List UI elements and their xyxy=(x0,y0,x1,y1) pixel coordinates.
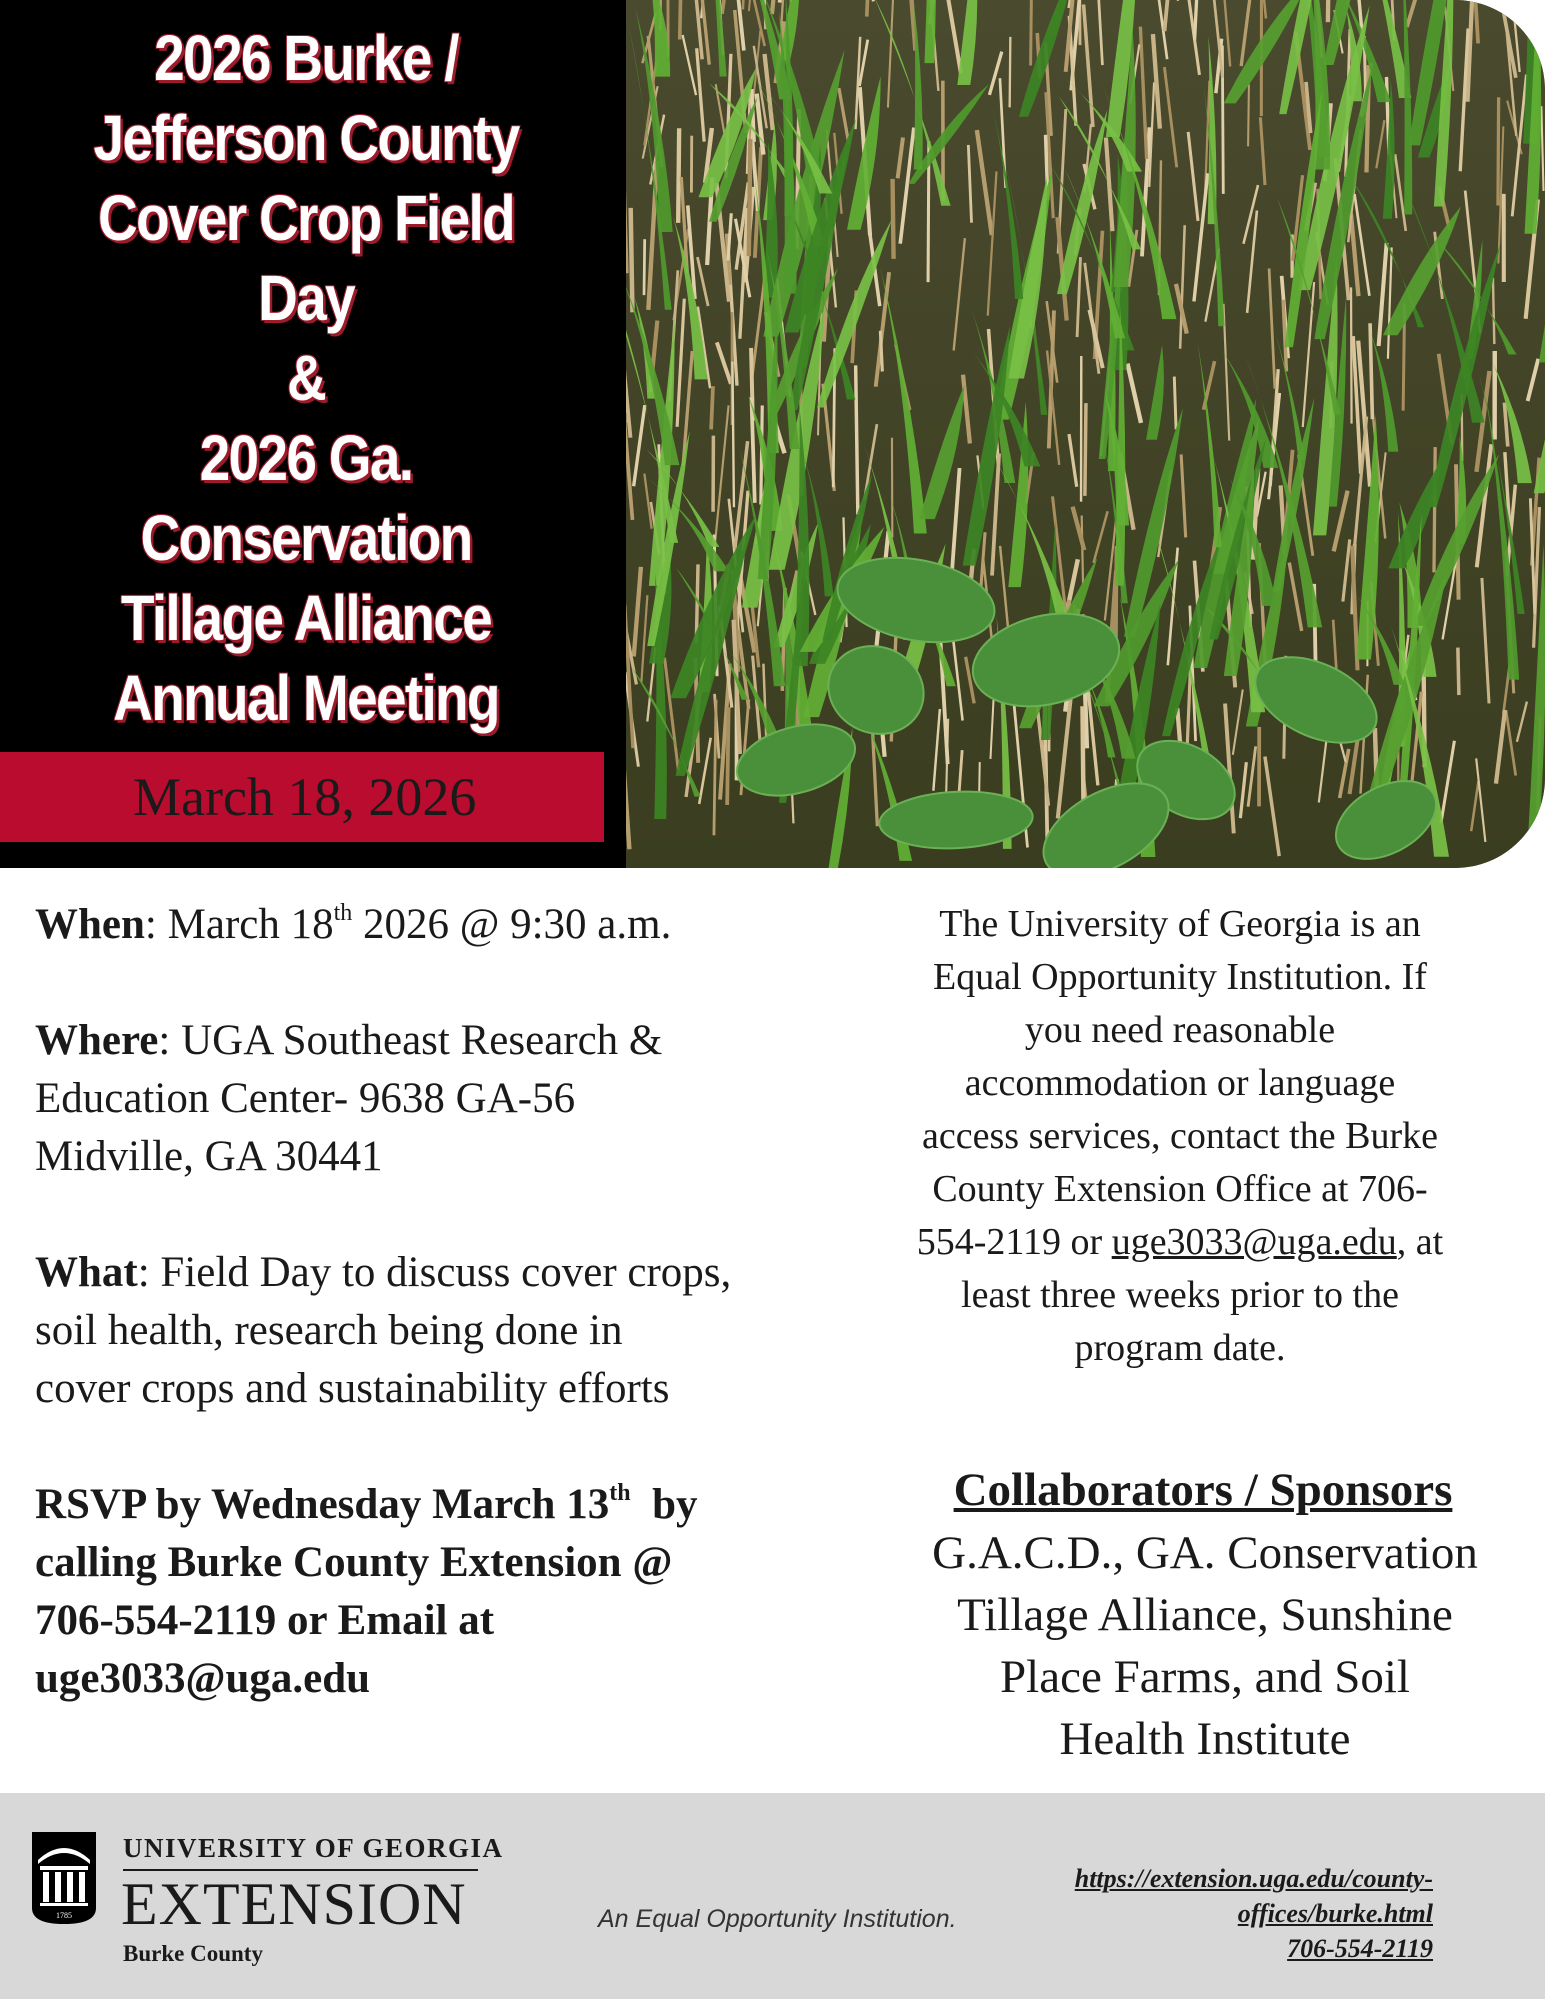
rsvp-line: by xyxy=(630,1481,698,1528)
when-time: 2026 @ 9:30 a.m. xyxy=(352,901,672,948)
straw-stubble xyxy=(893,179,894,259)
what-line: : Field Day to discuss cover crops, xyxy=(137,1249,732,1296)
straw-stubble xyxy=(1328,0,1329,22)
eo-line: program date. xyxy=(1074,1327,1286,1369)
straw-stubble xyxy=(880,331,882,372)
what-line: soil health, research being done in xyxy=(35,1307,623,1354)
rsvp-line: calling Burke County Extension @ xyxy=(35,1539,673,1586)
title-line: & xyxy=(286,342,326,414)
logo-year: 1785 xyxy=(56,1911,72,1920)
straw-stubble xyxy=(1498,97,1499,205)
eo-line: you need reasonable xyxy=(1024,1009,1336,1051)
event-date: March 18, 2026 xyxy=(133,767,477,827)
where-line: Education Center- 9638 GA-56 xyxy=(35,1075,576,1122)
eo-line: accommodation or language xyxy=(964,1062,1396,1104)
what-label: What xyxy=(35,1249,138,1296)
title-line: 2026 Ga. xyxy=(199,422,413,494)
contact-block xyxy=(1075,1861,1433,1966)
uga-arch-logo-icon xyxy=(30,1830,98,1926)
website-link[interactable]: https://extension.uga.edu/county- xyxy=(1074,1864,1433,1893)
eo-email-link[interactable]: uge3033@uga.edu xyxy=(1111,1221,1397,1263)
eo-line: Equal Opportunity Institution. If xyxy=(933,956,1427,998)
eo-line: least three weeks prior to the xyxy=(961,1274,1399,1316)
straw-stubble xyxy=(1248,84,1249,146)
sponsors-list xyxy=(880,1522,1530,1770)
eo-line: The University of Georgia is an xyxy=(939,903,1421,945)
when-section xyxy=(35,896,865,954)
cover-crop-illustration xyxy=(626,0,1545,868)
rsvp-section xyxy=(35,1476,865,1708)
straw-stubble xyxy=(1370,323,1372,419)
rsvp-line: RSVP by Wednesday March 13 xyxy=(35,1481,610,1528)
straw-stubble xyxy=(1351,287,1352,423)
university-name: UNIVERSITY OF GEORGIA xyxy=(123,1833,504,1863)
title-line: Day xyxy=(258,262,354,334)
straw-stubble xyxy=(727,707,728,805)
straw-stubble xyxy=(1534,0,1540,8)
website-link-continued[interactable]: offices/burke.html xyxy=(1237,1899,1433,1928)
title-line: Cover Crop Field xyxy=(98,182,514,254)
eo-line: County Extension Office at 706- xyxy=(932,1168,1428,1210)
title-line: Conservation xyxy=(140,502,472,574)
title-line: 2026 Burke / xyxy=(154,22,458,94)
what-line: cover crops and sustainability efforts xyxy=(35,1365,670,1412)
rsvp-ordinal: th xyxy=(609,1480,631,1506)
where-label: Where xyxy=(35,1017,159,1064)
straw-stubble xyxy=(1458,648,1459,696)
straw-stubble xyxy=(711,386,713,429)
straw-stubble xyxy=(749,139,750,256)
where-line: : UGA Southeast Research & xyxy=(158,1017,663,1064)
eo-line: , at xyxy=(1396,1221,1444,1263)
event-details xyxy=(35,896,865,1766)
sponsors-heading: Collaborators / Sponsors xyxy=(953,1464,1453,1516)
eo-line: access services, contact the Burke xyxy=(922,1115,1438,1157)
when-ordinal: th xyxy=(333,900,353,926)
straw-stubble xyxy=(1085,403,1086,496)
straw-stubble xyxy=(631,208,633,312)
title-line: Annual Meeting xyxy=(113,662,499,734)
event-title xyxy=(43,18,569,738)
cover-crop-photo xyxy=(626,0,1545,868)
sponsor-line: Place Farms, and Soil xyxy=(1000,1651,1410,1703)
straw-stubble xyxy=(1493,278,1494,344)
straw-stubble xyxy=(1174,377,1176,430)
date-banner xyxy=(0,752,604,842)
eo-line: 554-2119 or xyxy=(916,1221,1112,1263)
where-line: Midville, GA 30441 xyxy=(35,1133,383,1180)
county-name: Burke County xyxy=(123,1941,263,1966)
title-line: Jefferson County xyxy=(93,102,519,174)
rsvp-line: 706-554-2119 or Email at xyxy=(35,1597,495,1644)
when-label: When xyxy=(35,901,145,948)
straw-stubble xyxy=(1540,0,1541,26)
straw-stubble xyxy=(678,128,679,223)
straw-stubble xyxy=(1434,447,1435,572)
straw-stubble xyxy=(1010,37,1011,107)
equal-opportunity-footer: An Equal Opportunity Institution. xyxy=(598,1905,957,1933)
what-section xyxy=(35,1244,865,1418)
rsvp-email[interactable]: uge3033@uga.edu xyxy=(35,1655,371,1702)
extension-wordmark: EXTENSION xyxy=(121,1871,467,1937)
where-section xyxy=(35,1012,865,1186)
equal-opportunity-statement xyxy=(860,898,1500,1375)
straw-stubble xyxy=(644,239,645,295)
straw-stubble xyxy=(1031,0,1033,65)
title-line: Tillage Alliance xyxy=(120,582,492,654)
straw-stubble xyxy=(732,362,734,508)
sponsor-line: Health Institute xyxy=(1059,1713,1351,1765)
straw-stubble xyxy=(680,0,682,40)
straw-stubble xyxy=(1493,0,1499,2)
straw-stubble xyxy=(856,365,858,514)
straw-stubble xyxy=(1082,706,1083,812)
sponsor-line: G.A.C.D., GA. Conservation xyxy=(932,1527,1478,1579)
title-panel xyxy=(0,0,626,868)
phone-number[interactable]: 706-554-2119 xyxy=(1287,1934,1433,1963)
sponsor-line: Tillage Alliance, Sunshine xyxy=(957,1589,1453,1641)
footer xyxy=(0,1793,1545,1999)
when-value: : March 18 xyxy=(144,901,334,948)
